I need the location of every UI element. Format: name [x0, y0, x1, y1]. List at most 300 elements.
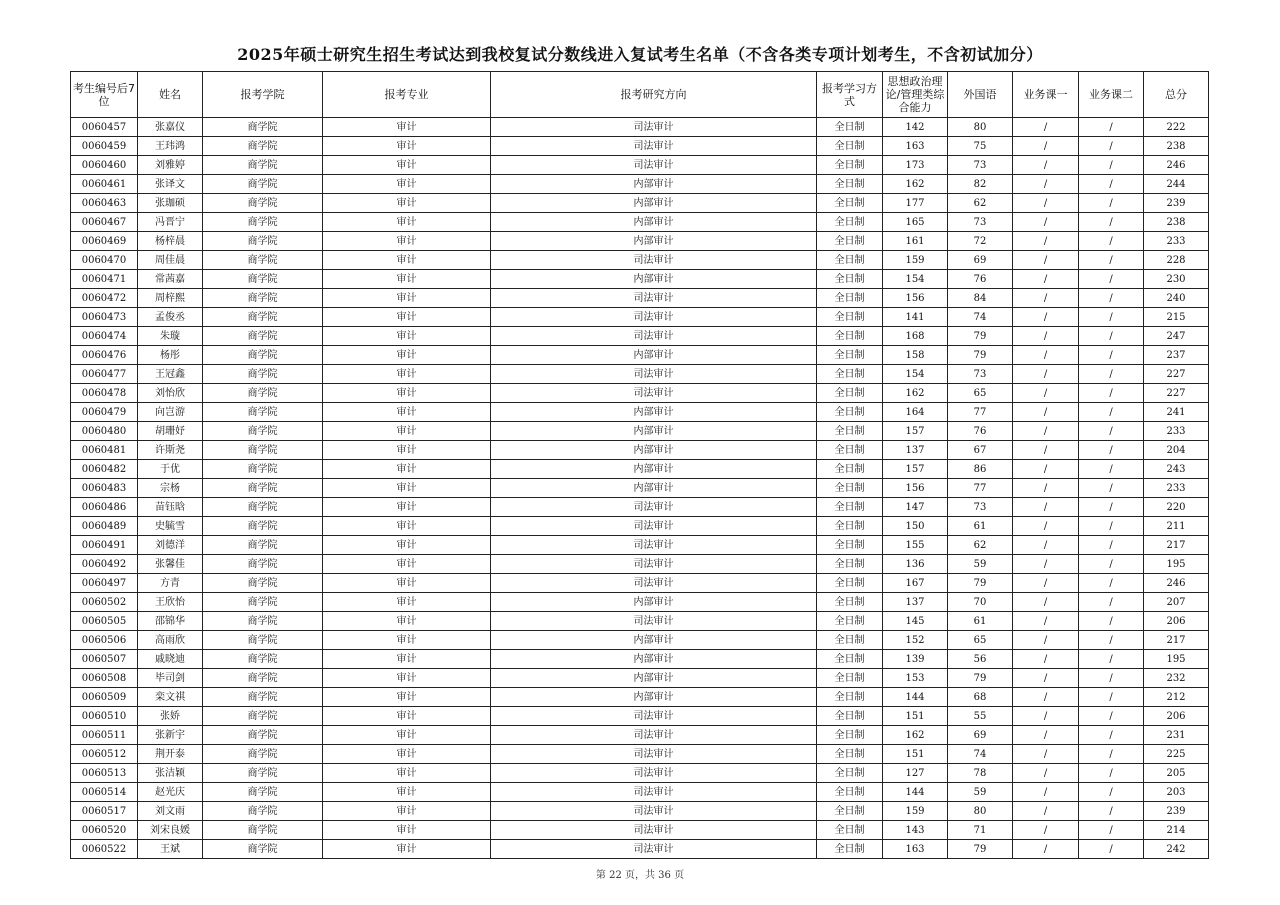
course-one-cell: / — [1013, 669, 1079, 688]
course-two-cell: / — [1079, 726, 1144, 745]
exam-id-cell: 0060474 — [71, 327, 138, 346]
foreign-language-cell: 70 — [948, 593, 1013, 612]
name-cell: 刘雅婷 — [138, 156, 203, 175]
politics-score-cell: 158 — [883, 346, 948, 365]
college-cell: 商学院 — [203, 289, 323, 308]
foreign-language-cell: 68 — [948, 688, 1013, 707]
foreign-language-cell: 76 — [948, 422, 1013, 441]
course-one-cell: / — [1013, 726, 1079, 745]
college-cell: 商学院 — [203, 821, 323, 840]
study-mode-cell: 全日制 — [817, 441, 883, 460]
foreign-language-cell: 76 — [948, 270, 1013, 289]
candidate-table — [70, 71, 1209, 859]
research-direction-cell: 司法审计 — [491, 156, 817, 175]
research-direction-cell: 司法审计 — [491, 612, 817, 631]
exam-id-cell: 0060511 — [71, 726, 138, 745]
course-two-cell: / — [1079, 213, 1144, 232]
total-score-cell: 240 — [1144, 289, 1209, 308]
course-two-cell: / — [1079, 555, 1144, 574]
course-two-cell: / — [1079, 346, 1144, 365]
table-row — [71, 821, 1209, 840]
study-mode-cell: 全日制 — [817, 137, 883, 156]
course-two-cell: / — [1079, 251, 1144, 270]
college-cell: 商学院 — [203, 156, 323, 175]
college-cell: 商学院 — [203, 688, 323, 707]
course-two-cell: / — [1079, 745, 1144, 764]
table-row — [71, 251, 1209, 270]
course-one-cell: / — [1013, 821, 1079, 840]
major-cell: 审计 — [323, 213, 491, 232]
course-two-cell: / — [1079, 669, 1144, 688]
name-cell: 胡珊妤 — [138, 422, 203, 441]
study-mode-cell: 全日制 — [817, 821, 883, 840]
total-score-cell: 225 — [1144, 745, 1209, 764]
course-one-cell: / — [1013, 175, 1079, 194]
exam-id-cell: 0060476 — [71, 346, 138, 365]
header-foreign-language: 外国语 — [948, 72, 1013, 118]
course-two-cell: / — [1079, 821, 1144, 840]
major-cell: 审计 — [323, 783, 491, 802]
college-cell: 商学院 — [203, 631, 323, 650]
course-one-cell: / — [1013, 365, 1079, 384]
politics-score-cell: 157 — [883, 422, 948, 441]
college-cell: 商学院 — [203, 745, 323, 764]
research-direction-cell: 司法审计 — [491, 783, 817, 802]
course-two-cell: / — [1079, 479, 1144, 498]
foreign-language-cell: 61 — [948, 612, 1013, 631]
course-one-cell: / — [1013, 156, 1079, 175]
research-direction-cell: 内部审计 — [491, 213, 817, 232]
exam-id-cell: 0060512 — [71, 745, 138, 764]
table-row — [71, 270, 1209, 289]
college-cell: 商学院 — [203, 498, 323, 517]
course-one-cell: / — [1013, 517, 1079, 536]
header-politics-score: 思想政治理论/管理类综合能力 — [883, 72, 948, 118]
course-two-cell: / — [1079, 631, 1144, 650]
research-direction-cell: 内部审计 — [491, 232, 817, 251]
total-score-cell: 227 — [1144, 365, 1209, 384]
research-direction-cell: 内部审计 — [491, 194, 817, 213]
study-mode-cell: 全日制 — [817, 403, 883, 422]
major-cell: 审计 — [323, 422, 491, 441]
table-row — [71, 384, 1209, 403]
major-cell: 审计 — [323, 270, 491, 289]
politics-score-cell: 127 — [883, 764, 948, 783]
total-score-cell: 228 — [1144, 251, 1209, 270]
page-title: 2025年硕士研究生招生考试达到我校复试分数线进入复试考生名单（不含各类专项计划考生，不含初试加分） — [237, 45, 1043, 64]
course-one-cell: / — [1013, 270, 1079, 289]
name-cell: 张娇 — [138, 707, 203, 726]
total-score-cell: 217 — [1144, 536, 1209, 555]
foreign-language-cell: 73 — [948, 498, 1013, 517]
college-cell: 商学院 — [203, 650, 323, 669]
college-cell: 商学院 — [203, 783, 323, 802]
name-cell: 周佳晨 — [138, 251, 203, 270]
total-score-cell: 241 — [1144, 403, 1209, 422]
name-cell: 常茜嘉 — [138, 270, 203, 289]
total-score-cell: 217 — [1144, 631, 1209, 650]
study-mode-cell: 全日制 — [817, 802, 883, 821]
research-direction-cell: 司法审计 — [491, 574, 817, 593]
foreign-language-cell: 74 — [948, 745, 1013, 764]
course-two-cell: / — [1079, 137, 1144, 156]
course-one-cell: / — [1013, 479, 1079, 498]
politics-score-cell: 144 — [883, 783, 948, 802]
header-research-direction: 报考研究方向 — [491, 72, 817, 118]
course-two-cell: / — [1079, 118, 1144, 137]
college-cell: 商学院 — [203, 194, 323, 213]
table-row — [71, 422, 1209, 441]
name-cell: 宗杨 — [138, 479, 203, 498]
college-cell: 商学院 — [203, 517, 323, 536]
course-two-cell: / — [1079, 422, 1144, 441]
major-cell: 审计 — [323, 327, 491, 346]
major-cell: 审计 — [323, 726, 491, 745]
foreign-language-cell: 75 — [948, 137, 1013, 156]
research-direction-cell: 内部审计 — [491, 441, 817, 460]
table-row — [71, 574, 1209, 593]
study-mode-cell: 全日制 — [817, 346, 883, 365]
research-direction-cell: 司法审计 — [491, 764, 817, 783]
college-cell: 商学院 — [203, 441, 323, 460]
table-row — [71, 232, 1209, 251]
table-row — [71, 612, 1209, 631]
college-cell: 商学院 — [203, 270, 323, 289]
foreign-language-cell: 82 — [948, 175, 1013, 194]
politics-score-cell: 137 — [883, 441, 948, 460]
major-cell: 审计 — [323, 612, 491, 631]
college-cell: 商学院 — [203, 479, 323, 498]
exam-id-cell: 0060514 — [71, 783, 138, 802]
research-direction-cell: 内部审计 — [491, 688, 817, 707]
major-cell: 审计 — [323, 137, 491, 156]
course-one-cell: / — [1013, 555, 1079, 574]
course-one-cell: / — [1013, 764, 1079, 783]
exam-id-cell: 0060508 — [71, 669, 138, 688]
total-score-cell: 211 — [1144, 517, 1209, 536]
course-two-cell: / — [1079, 764, 1144, 783]
total-score-cell: 243 — [1144, 460, 1209, 479]
exam-id-cell: 0060472 — [71, 289, 138, 308]
header-name: 姓名 — [138, 72, 203, 118]
study-mode-cell: 全日制 — [817, 612, 883, 631]
exam-id-cell: 0060491 — [71, 536, 138, 555]
course-two-cell: / — [1079, 840, 1144, 859]
course-one-cell: / — [1013, 707, 1079, 726]
total-score-cell: 233 — [1144, 422, 1209, 441]
foreign-language-cell: 67 — [948, 441, 1013, 460]
politics-score-cell: 155 — [883, 536, 948, 555]
total-score-cell: 204 — [1144, 441, 1209, 460]
course-one-cell: / — [1013, 688, 1079, 707]
politics-score-cell: 177 — [883, 194, 948, 213]
total-score-cell: 222 — [1144, 118, 1209, 137]
college-cell: 商学院 — [203, 612, 323, 631]
exam-id-cell: 0060502 — [71, 593, 138, 612]
name-cell: 许斯尧 — [138, 441, 203, 460]
study-mode-cell: 全日制 — [817, 555, 883, 574]
exam-id-cell: 0060506 — [71, 631, 138, 650]
total-score-cell: 215 — [1144, 308, 1209, 327]
politics-score-cell: 147 — [883, 498, 948, 517]
course-two-cell: / — [1079, 612, 1144, 631]
research-direction-cell: 司法审计 — [491, 745, 817, 764]
course-one-cell: / — [1013, 137, 1079, 156]
table-row — [71, 669, 1209, 688]
research-direction-cell: 内部审计 — [491, 346, 817, 365]
exam-id-cell: 0060459 — [71, 137, 138, 156]
study-mode-cell: 全日制 — [817, 384, 883, 403]
study-mode-cell: 全日制 — [817, 783, 883, 802]
college-cell: 商学院 — [203, 669, 323, 688]
total-score-cell: 238 — [1144, 213, 1209, 232]
major-cell: 审计 — [323, 593, 491, 612]
college-cell: 商学院 — [203, 764, 323, 783]
politics-score-cell: 159 — [883, 251, 948, 270]
politics-score-cell: 151 — [883, 745, 948, 764]
name-cell: 张新宇 — [138, 726, 203, 745]
name-cell: 张珈硕 — [138, 194, 203, 213]
total-score-cell: 239 — [1144, 802, 1209, 821]
name-cell: 张嘉仪 — [138, 118, 203, 137]
course-one-cell: / — [1013, 118, 1079, 137]
study-mode-cell: 全日制 — [817, 517, 883, 536]
course-one-cell: / — [1013, 232, 1079, 251]
foreign-language-cell: 71 — [948, 821, 1013, 840]
course-one-cell: / — [1013, 612, 1079, 631]
exam-id-cell: 0060497 — [71, 574, 138, 593]
foreign-language-cell: 79 — [948, 669, 1013, 688]
study-mode-cell: 全日制 — [817, 194, 883, 213]
name-cell: 张馨佳 — [138, 555, 203, 574]
course-one-cell: / — [1013, 384, 1079, 403]
name-cell: 栾文祺 — [138, 688, 203, 707]
course-one-cell: / — [1013, 840, 1079, 859]
name-cell: 王欣怡 — [138, 593, 203, 612]
foreign-language-cell: 77 — [948, 403, 1013, 422]
exam-id-cell: 0060522 — [71, 840, 138, 859]
study-mode-cell: 全日制 — [817, 327, 883, 346]
research-direction-cell: 司法审计 — [491, 327, 817, 346]
name-cell: 王斌 — [138, 840, 203, 859]
name-cell: 张洁颖 — [138, 764, 203, 783]
major-cell: 审计 — [323, 441, 491, 460]
study-mode-cell: 全日制 — [817, 175, 883, 194]
foreign-language-cell: 61 — [948, 517, 1013, 536]
table-row — [71, 498, 1209, 517]
total-score-cell: 233 — [1144, 479, 1209, 498]
politics-score-cell: 154 — [883, 270, 948, 289]
major-cell: 审计 — [323, 384, 491, 403]
research-direction-cell: 司法审计 — [491, 555, 817, 574]
study-mode-cell: 全日制 — [817, 460, 883, 479]
major-cell: 审计 — [323, 802, 491, 821]
study-mode-cell: 全日制 — [817, 726, 883, 745]
name-cell: 戚晓迪 — [138, 650, 203, 669]
politics-score-cell: 154 — [883, 365, 948, 384]
research-direction-cell: 司法审计 — [491, 536, 817, 555]
name-cell: 荆开泰 — [138, 745, 203, 764]
foreign-language-cell: 62 — [948, 536, 1013, 555]
politics-score-cell: 159 — [883, 802, 948, 821]
study-mode-cell: 全日制 — [817, 707, 883, 726]
foreign-language-cell: 69 — [948, 251, 1013, 270]
name-cell: 于优 — [138, 460, 203, 479]
research-direction-cell: 司法审计 — [491, 118, 817, 137]
name-cell: 杨彤 — [138, 346, 203, 365]
course-two-cell: / — [1079, 593, 1144, 612]
foreign-language-cell: 74 — [948, 308, 1013, 327]
research-direction-cell: 司法审计 — [491, 802, 817, 821]
exam-id-cell: 0060467 — [71, 213, 138, 232]
total-score-cell: 244 — [1144, 175, 1209, 194]
foreign-language-cell: 72 — [948, 232, 1013, 251]
foreign-language-cell: 79 — [948, 346, 1013, 365]
study-mode-cell: 全日制 — [817, 593, 883, 612]
table-row — [71, 745, 1209, 764]
college-cell: 商学院 — [203, 365, 323, 384]
study-mode-cell: 全日制 — [817, 669, 883, 688]
table-row — [71, 707, 1209, 726]
major-cell: 审计 — [323, 669, 491, 688]
total-score-cell: 214 — [1144, 821, 1209, 840]
study-mode-cell: 全日制 — [817, 840, 883, 859]
exam-id-cell: 0060473 — [71, 308, 138, 327]
exam-id-cell: 0060507 — [71, 650, 138, 669]
foreign-language-cell: 59 — [948, 555, 1013, 574]
table-row — [71, 346, 1209, 365]
college-cell: 商学院 — [203, 422, 323, 441]
course-two-cell: / — [1079, 783, 1144, 802]
total-score-cell: 220 — [1144, 498, 1209, 517]
major-cell: 审计 — [323, 308, 491, 327]
exam-id-cell: 0060470 — [71, 251, 138, 270]
table-row — [71, 479, 1209, 498]
course-one-cell: / — [1013, 631, 1079, 650]
research-direction-cell: 司法审计 — [491, 365, 817, 384]
major-cell: 审计 — [323, 555, 491, 574]
study-mode-cell: 全日制 — [817, 422, 883, 441]
header-exam-id: 考生编号后7位 — [71, 72, 138, 118]
politics-score-cell: 150 — [883, 517, 948, 536]
major-cell: 审计 — [323, 365, 491, 384]
major-cell: 审计 — [323, 764, 491, 783]
research-direction-cell: 司法审计 — [491, 289, 817, 308]
politics-score-cell: 139 — [883, 650, 948, 669]
research-direction-cell: 司法审计 — [491, 821, 817, 840]
college-cell: 商学院 — [203, 403, 323, 422]
college-cell: 商学院 — [203, 251, 323, 270]
table-row — [71, 802, 1209, 821]
college-cell: 商学院 — [203, 593, 323, 612]
course-two-cell: / — [1079, 270, 1144, 289]
exam-id-cell: 0060477 — [71, 365, 138, 384]
study-mode-cell: 全日制 — [817, 764, 883, 783]
politics-score-cell: 152 — [883, 631, 948, 650]
total-score-cell: 205 — [1144, 764, 1209, 783]
course-one-cell: / — [1013, 498, 1079, 517]
course-two-cell: / — [1079, 802, 1144, 821]
exam-id-cell: 0060505 — [71, 612, 138, 631]
course-two-cell: / — [1079, 175, 1144, 194]
college-cell: 商学院 — [203, 555, 323, 574]
total-score-cell: 239 — [1144, 194, 1209, 213]
total-score-cell: 206 — [1144, 612, 1209, 631]
study-mode-cell: 全日制 — [817, 574, 883, 593]
major-cell: 审计 — [323, 232, 491, 251]
table-row — [71, 365, 1209, 384]
table-row — [71, 137, 1209, 156]
college-cell: 商学院 — [203, 707, 323, 726]
exam-id-cell: 0060463 — [71, 194, 138, 213]
politics-score-cell: 156 — [883, 479, 948, 498]
course-one-cell: / — [1013, 251, 1079, 270]
name-cell: 方青 — [138, 574, 203, 593]
table-row — [71, 688, 1209, 707]
foreign-language-cell: 65 — [948, 631, 1013, 650]
name-cell: 向岂游 — [138, 403, 203, 422]
major-cell: 审计 — [323, 821, 491, 840]
course-two-cell: / — [1079, 232, 1144, 251]
course-one-cell: / — [1013, 213, 1079, 232]
research-direction-cell: 内部审计 — [491, 403, 817, 422]
politics-score-cell: 168 — [883, 327, 948, 346]
college-cell: 商学院 — [203, 308, 323, 327]
name-cell: 张译文 — [138, 175, 203, 194]
table-row — [71, 327, 1209, 346]
course-one-cell: / — [1013, 194, 1079, 213]
foreign-language-cell: 56 — [948, 650, 1013, 669]
total-score-cell: 237 — [1144, 346, 1209, 365]
total-score-cell: 246 — [1144, 156, 1209, 175]
politics-score-cell: 141 — [883, 308, 948, 327]
college-cell: 商学院 — [203, 384, 323, 403]
college-cell: 商学院 — [203, 175, 323, 194]
study-mode-cell: 全日制 — [817, 650, 883, 669]
total-score-cell: 195 — [1144, 555, 1209, 574]
course-two-cell: / — [1079, 384, 1144, 403]
exam-id-cell: 0060517 — [71, 802, 138, 821]
politics-score-cell: 142 — [883, 118, 948, 137]
major-cell: 审计 — [323, 840, 491, 859]
name-cell: 邵锦华 — [138, 612, 203, 631]
name-cell: 刘德洋 — [138, 536, 203, 555]
major-cell: 审计 — [323, 745, 491, 764]
table-row — [71, 631, 1209, 650]
foreign-language-cell: 59 — [948, 783, 1013, 802]
research-direction-cell: 司法审计 — [491, 707, 817, 726]
major-cell: 审计 — [323, 650, 491, 669]
table-row — [71, 536, 1209, 555]
politics-score-cell: 162 — [883, 175, 948, 194]
total-score-cell: 195 — [1144, 650, 1209, 669]
research-direction-cell: 内部审计 — [491, 669, 817, 688]
course-two-cell: / — [1079, 327, 1144, 346]
table-header-row — [71, 72, 1209, 118]
research-direction-cell: 内部审计 — [491, 460, 817, 479]
header-course-one: 业务课一 — [1013, 72, 1079, 118]
exam-id-cell: 0060479 — [71, 403, 138, 422]
study-mode-cell: 全日制 — [817, 536, 883, 555]
research-direction-cell: 司法审计 — [491, 498, 817, 517]
table-row — [71, 156, 1209, 175]
course-two-cell: / — [1079, 194, 1144, 213]
major-cell: 审计 — [323, 346, 491, 365]
exam-id-cell: 0060457 — [71, 118, 138, 137]
foreign-language-cell: 73 — [948, 365, 1013, 384]
college-cell: 商学院 — [203, 460, 323, 479]
course-two-cell: / — [1079, 688, 1144, 707]
